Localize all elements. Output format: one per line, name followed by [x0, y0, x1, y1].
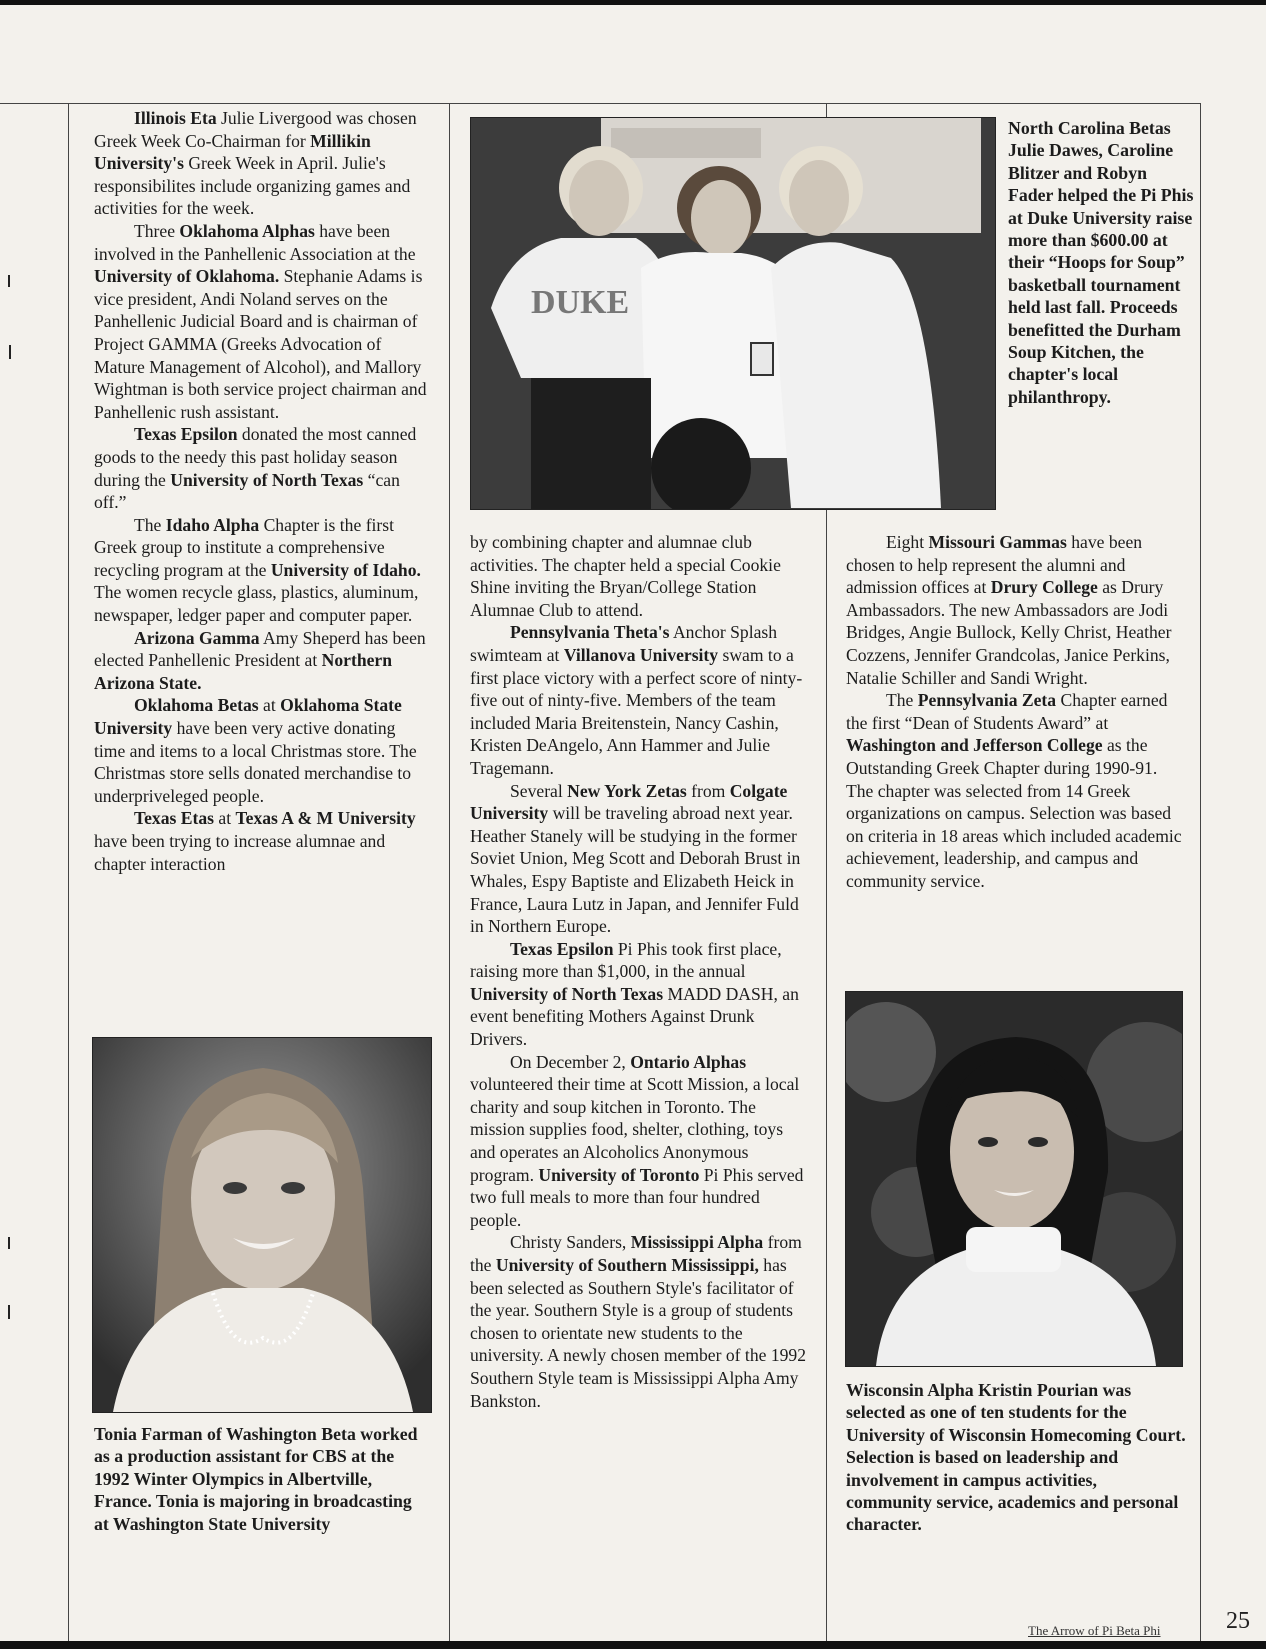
- paragraph-texas-epsilon: Texas Epsilon donated the most canned goods to the needy this past holiday season during the University of North Texas “can off.”: [94, 424, 417, 513]
- caption-duke-hoops-for-soup: North Carolina Betas Julie Dawes, Caroline Blitzer and Robyn Fader helped the Pi Phis at Duke University raise more than $600.00 at their “Hoops for Soup” basketball tournament held last fall. Proceeds benefitted the Durham Soup Kitchen, the chapter's local philanthropy.: [1008, 118, 1194, 407]
- paragraph-missouri-gammas: Eight Missouri Gammas have been chosen to help represent the alumni and admission offices at Drury College as Drury Ambassadors. The new Ambassadors are Jodi Bridges, Angie Bullock, Kelly Christ, Heather Cozzens, Jennifer Grandcolas, Janice Perkins, Natalie Schiller and Sandi Wright.: [846, 532, 1172, 688]
- column-1: [94, 107, 430, 875]
- paragraph-pennsylvania-theta: Pennsylvania Theta's Anchor Splash swimteam at Villanova University swam to a first place victory with a perfect score of ninty-five out of ninty-five. Members of the team included Maria Breitenstein, Nancy Cashin, Kristen DeAngelo, Ann Hammer and Julie Tragemann.: [470, 622, 803, 778]
- paragraph-oklahoma-alphas: Three Oklahoma Alphas have been involved in the Panhellenic Association at the University of Oklahoma. Stephanie Adams is vice president, Andi Noland serves on the Panhellenic Judicial Board and is chairman of Project GAMMA (Greeks Advocation of Mature Management of Alcohol), and Mallory Wightman is both service project chairman and Panhellenic rush assistant.: [94, 220, 427, 422]
- photo-tonia-farman: [92, 1037, 432, 1413]
- header-rule: [0, 103, 1200, 104]
- duke-shirt-text: DUKE: [531, 284, 630, 321]
- paragraph-texas-etas-cont: by combining chapter and alumnae club activities. The chapter held a special Cookie Shine inviting the Bryan/College Station Alumnae Club to attend.: [470, 532, 781, 620]
- caption-kristin-pourian: Wisconsin Alpha Kristin Pourian was selected as one of ten students for the University of Wisconsin Homecoming Court. Selection is based on leadership and involvement in campus activities, community service, academics and personal character.: [846, 1380, 1186, 1535]
- paragraph-oklahoma-betas: Oklahoma Betas at Oklahoma State University have been very active donating time and items to a local Christmas store. The Christmas store sells donated merchandise to underpriveleged people.: [94, 695, 417, 806]
- caption-tonia-farman: Tonia Farman of Washington Beta worked as a production assistant for CBS at the 1992 Winter Olympics in Albertville, France. Tonia is majoring in broadcasting at Washington State University: [94, 1424, 418, 1534]
- portrait-photo-illustration: [93, 1038, 431, 1412]
- paragraph-mississippi-alpha: Christy Sanders, Mississippi Alpha from the University of Southern Mississippi, has been selected as Southern Style's facilitator of the year. Southern Style is a group of students chosen to orientate new students to the university. A newly chosen member of the 1992 Southern Style team is Mississippi Alpha Amy Bankston.: [470, 1232, 807, 1411]
- footer-publication-title: The Arrow of Pi Beta Phi: [1028, 1623, 1161, 1638]
- bottom-border: [0, 1641, 1266, 1649]
- page-number: 25: [1226, 1608, 1250, 1634]
- photo-kristin-pourian: [845, 991, 1183, 1367]
- top-border: [0, 0, 1266, 5]
- paragraph-ontario-alphas: On December 2, Ontario Alphas volunteered their time at Scott Mission, a local charity and soup kitchen in Toronto. The mission supplies food, shelter, clothing, toys and operates an Alcoholics Anonymous program. University of Toronto Pi Phis served two full meals to more than four hundred people.: [470, 1051, 804, 1230]
- group-photo-illustration: [471, 118, 995, 509]
- paragraph-arizona-gamma: Arizona Gamma Amy Sheperd has been elected Panhellenic President at Northern Arizona State.: [94, 627, 426, 693]
- paragraph-idaho-alpha: The Idaho Alpha Chapter is the first Greek group to institute a comprehensive recycling program at the University of Idaho. The women recycle glass, plastics, aluminum, newspaper, ledger paper and computer paper.: [94, 514, 421, 626]
- column-rule-left: [68, 103, 69, 1641]
- photo-duke-group: [470, 117, 996, 510]
- paragraph-illinois-eta: Illinois Eta Julie Livergood was chosen Greek Week Co-Chairman for Millikin University's Greek Week in April. Julie's responsibilites include organizing games and activities for the week.: [94, 108, 417, 219]
- column-3: [846, 531, 1186, 893]
- paragraph-new-york-zetas: Several New York Zetas from Colgate University will be traveling abroad next year. Heather Stanely will be studying in the former Soviet Union, Meg Scott and Deborah Brust in Whales, Espy Baptiste and Elizabeth Heick in France, Laura Lutz in Japan, and Jennifer Fuld in Northern Europe.: [470, 780, 801, 937]
- column-rule-1: [449, 103, 450, 1641]
- paragraph-pennsylvania-zeta: The Pennsylvania Zeta Chapter earned the first “Dean of Students Award” at Washington and Jefferson College as the Outstanding Greek Chapter during 1990-91. The chapter was selected from 14 Greek organizations on campus. Selection was based on criteria in 18 areas which included academic achievement, leadership, and campus and community service.: [846, 690, 1182, 891]
- column-rule-right: [1200, 103, 1201, 1641]
- column-2: [470, 531, 808, 1412]
- paragraph-texas-etas: Texas Etas at Texas A & M University have been trying to increase alumnae and chapter interaction: [94, 808, 416, 874]
- portrait-photo-illustration-2: [846, 992, 1182, 1366]
- paragraph-texas-epsilon-madd: Texas Epsilon Pi Phis took first place, raising more than $1,000, in the annual University of North Texas MADD DASH, an event benefiting Mothers Against Drunk Drivers.: [470, 938, 799, 1050]
